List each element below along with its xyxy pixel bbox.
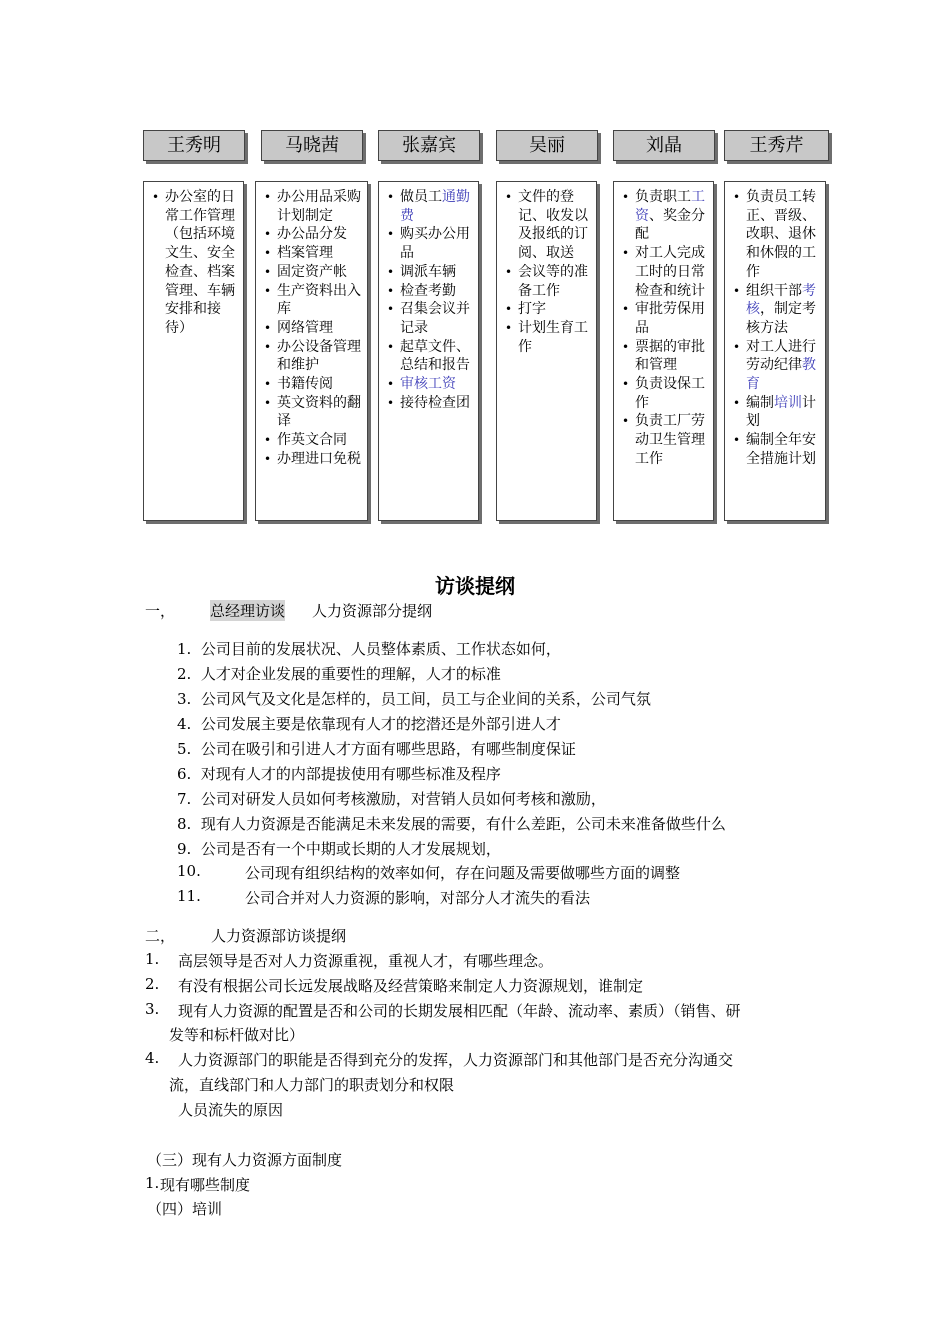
item-text: 现有人力资源的配置是否和公司的长期发展相匹配（年龄、流动率、素质）（销售、研 (178, 1002, 741, 1020)
item-text: 现有人力资源是否能满足未来发展的需要，有什么差距，公司未来准备做些什么 (200, 815, 726, 833)
list-item-continuation: 发等和标杆做对比） (169, 1026, 305, 1044)
duty-item (262, 338, 363, 375)
duty-text: 负责职工 (635, 189, 691, 205)
duty-item (262, 375, 363, 394)
section-2-heading (145, 925, 347, 946)
duty-text: 会议等的准备工作 (518, 263, 588, 299)
duty-list (262, 188, 363, 469)
list-item (177, 813, 726, 834)
duty-text: ，制定考核方法 (746, 301, 816, 336)
duty-text: 办公室的日常工作管理（包括环境文生、安全检查、档案管理、车辆安排和接待） (165, 189, 235, 336)
list-item (177, 713, 561, 734)
duty-item (731, 282, 821, 338)
duty-text: 调派车辆 (400, 263, 456, 280)
duty-box-1 (143, 181, 244, 521)
item-text: 现有哪些制度 (160, 1176, 251, 1194)
item-number: 10. (177, 862, 201, 880)
list-item (145, 950, 554, 970)
list-item (177, 788, 606, 809)
name-box-6 (724, 130, 829, 161)
duty-item (262, 244, 363, 263)
duty-item (385, 375, 474, 394)
duty-link[interactable]: 考核 (746, 282, 816, 318)
list-item (177, 763, 501, 784)
item-number: 8. (177, 815, 192, 833)
duty-link[interactable]: 培训 (774, 394, 802, 411)
duty-text: 办公设备管理和维护 (277, 338, 361, 374)
person-name: 马晓茜 (285, 135, 339, 156)
duty-box-3 (378, 181, 479, 521)
list-item (145, 1049, 734, 1069)
item-number: 9. (177, 840, 192, 858)
section-1-heading (145, 600, 433, 621)
duty-link[interactable]: 教育 (746, 357, 816, 393)
item-text: 高层领导是否对人力资源重视，重视人才，有哪些理念。 (178, 952, 554, 970)
duty-item (385, 282, 474, 301)
person-name: 王秀芹 (749, 135, 804, 156)
name-box-1 (143, 130, 245, 161)
duty-list (731, 188, 821, 469)
duty-text: 组织干部 (746, 282, 802, 299)
item-text: 公司在吸引和引进人才方面有哪些思路，有哪些制度保证 (200, 740, 576, 758)
item-text: 人力资源部门的职能是否得到充分的发挥，人力资源部门和其他部门是否充分沟通交 (178, 1051, 734, 1069)
item-number: 4. (145, 1049, 160, 1067)
duty-item (385, 338, 474, 375)
person-name: 张嘉宾 (402, 135, 456, 156)
duty-box-2 (255, 181, 368, 521)
duty-item (620, 375, 709, 412)
duty-link[interactable]: 工资 (635, 189, 705, 224)
duty-item (385, 300, 474, 337)
duty-item (262, 319, 363, 338)
duty-text: 对工人进行劳动纪律 (746, 338, 816, 374)
duty-text: 固定资产帐 (277, 263, 347, 280)
duty-list (385, 188, 474, 412)
section-text: 人力资源部分提纲 (312, 602, 433, 620)
duty-item (503, 319, 592, 356)
item-number: 6. (177, 765, 192, 783)
duty-text: 负责设保工作 (635, 376, 705, 411)
duty-text: 办理进口免税 (277, 450, 361, 467)
duty-list (150, 188, 239, 338)
duty-list (503, 188, 592, 356)
duty-box-4 (496, 181, 597, 521)
list-item (177, 638, 561, 659)
item-number: 11. (177, 887, 201, 905)
name-box-2 (261, 130, 363, 161)
list-item (177, 688, 651, 709)
duty-item (731, 188, 821, 282)
section-number: 一， (145, 602, 176, 620)
name-box-5 (613, 130, 715, 161)
item-number: 4. (177, 715, 192, 733)
duty-item (262, 431, 363, 450)
duty-text: 计划 (746, 394, 816, 430)
duty-text: 负责员工转正、晋级、改职、退休和休假的工作 (746, 189, 816, 280)
item-number: 5. (177, 740, 192, 758)
duty-item (731, 338, 821, 394)
duty-text: 书籍传阅 (277, 376, 333, 393)
duty-text: 办公品分发 (277, 226, 347, 243)
duty-item (731, 431, 821, 468)
list-item (177, 862, 681, 882)
duty-item (620, 338, 709, 375)
duty-item (503, 263, 592, 300)
duty-item (620, 188, 709, 244)
item-text: 对现有人才的内部提拔使用有哪些标准及程序 (200, 765, 501, 783)
duty-text: 编制全年安全措施计划 (746, 432, 816, 467)
item-text: 公司合并对人力资源的影响，对部分人才流失的看法 (245, 889, 591, 907)
item-text: 公司现有组织结构的效率如何，存在问题及需要做哪些方面的调整 (245, 864, 681, 882)
item-number: 3. (145, 1000, 160, 1018)
section-3-heading: （三）现有人力资源方面制度 (147, 1151, 343, 1169)
duty-text: 办公用品采购计划制定 (277, 189, 361, 224)
person-name: 吴丽 (529, 135, 565, 156)
item-text: 公司对研发人员如何考核激励，对营销人员如何考核和激励， (200, 790, 606, 808)
duty-text: 对工人完成工时的日常检查和统计 (635, 245, 705, 299)
duty-item (503, 300, 592, 319)
item-number: 7. (177, 790, 192, 808)
section-highlight: 总经理访谈 (210, 602, 286, 620)
person-name: 王秀明 (167, 135, 221, 156)
name-box-3 (378, 130, 480, 161)
duty-item (620, 300, 709, 337)
item-text: 公司发展主要是依靠现有人才的挖潜还是外部引进人才 (200, 715, 561, 733)
duty-item (503, 188, 592, 263)
duty-item (385, 188, 474, 225)
section-text: 人力资源部访谈提纲 (211, 927, 347, 945)
outline-title: 访谈提纲 (435, 574, 515, 598)
list-item (177, 663, 501, 684)
duty-item (150, 188, 239, 338)
duty-item (620, 244, 709, 300)
duty-link[interactable]: 通勤费 (400, 189, 470, 224)
duty-text: 审批劳保用品 (635, 301, 705, 336)
item-number: 3. (177, 690, 192, 708)
list-item (145, 1174, 251, 1194)
duty-item (262, 263, 363, 282)
list-item (177, 887, 591, 907)
duty-text: 、奖金分配 (635, 207, 705, 243)
duty-item (262, 282, 363, 319)
duty-list (620, 188, 709, 469)
duty-text: 做员工 (400, 189, 442, 205)
duty-text: 票据的审批和管理 (635, 338, 705, 374)
duty-text: 网络管理 (277, 319, 333, 336)
duty-item (262, 394, 363, 431)
duty-text: 接待检查团 (400, 394, 470, 411)
duty-text: 文件的登记、收发以及报纸的订阅、取送 (518, 189, 588, 262)
duty-item (385, 394, 474, 413)
duty-text: 作英文合同 (277, 432, 347, 449)
duty-text: 编制 (746, 394, 774, 411)
duty-item (385, 263, 474, 282)
item-text: 公司风气及文化是怎样的，员工间，员工与企业间的关系，公司气氛 (200, 690, 651, 708)
duty-item (262, 225, 363, 244)
extra-line: 人员流失的原因 (178, 1101, 284, 1119)
person-name: 刘晶 (646, 135, 682, 156)
duty-link[interactable]: 审核工资 (400, 376, 456, 393)
duty-item (731, 394, 821, 431)
duty-text: 生产资料出入库 (277, 282, 361, 318)
item-text: 公司是否有一个中期或长期的人才发展规划， (200, 840, 501, 858)
list-item (177, 838, 501, 859)
list-item-continuation: 流，直线部门和人力部门的职责划分和权限 (169, 1076, 455, 1094)
duty-text: 英文资料的翻译 (277, 394, 361, 430)
duty-text: 计划生育工作 (518, 319, 588, 355)
item-text: 公司目前的发展状况、人员整体素质、工作状态如何， (200, 640, 561, 658)
item-number: 2. (177, 665, 192, 683)
duty-item (262, 188, 363, 225)
item-text: 人才对企业发展的重要性的理解，人才的标准 (200, 665, 501, 683)
section-4-heading: （四）培训 (147, 1200, 223, 1218)
duty-text: 召集会议并记录 (400, 301, 470, 336)
item-text: 有没有根据公司长远发展战略及经营策略来制定人力资源规划，谁制定 (178, 977, 644, 995)
duty-text: 档案管理 (277, 245, 333, 262)
item-number: 1. (177, 640, 192, 658)
duty-text: 负责工厂劳动卫生管理工作 (635, 413, 705, 467)
duty-text: 检查考勤 (400, 282, 456, 299)
duty-item (262, 450, 363, 469)
duty-box-5 (613, 181, 714, 521)
item-number: 1. (145, 950, 160, 968)
item-number: 1. (145, 1174, 160, 1192)
name-box-4 (496, 130, 598, 161)
section-number: 二， (145, 927, 176, 945)
duty-text: 起草文件、总结和报告 (400, 338, 470, 374)
duty-item (385, 225, 474, 262)
duty-text: 打字 (518, 301, 546, 318)
list-item (145, 1000, 741, 1020)
list-item (145, 975, 644, 995)
item-number: 2. (145, 975, 160, 993)
list-item (177, 738, 576, 759)
duty-item (620, 412, 709, 468)
duty-text: 购买办公用品 (400, 226, 470, 262)
duty-box-6 (724, 181, 826, 521)
